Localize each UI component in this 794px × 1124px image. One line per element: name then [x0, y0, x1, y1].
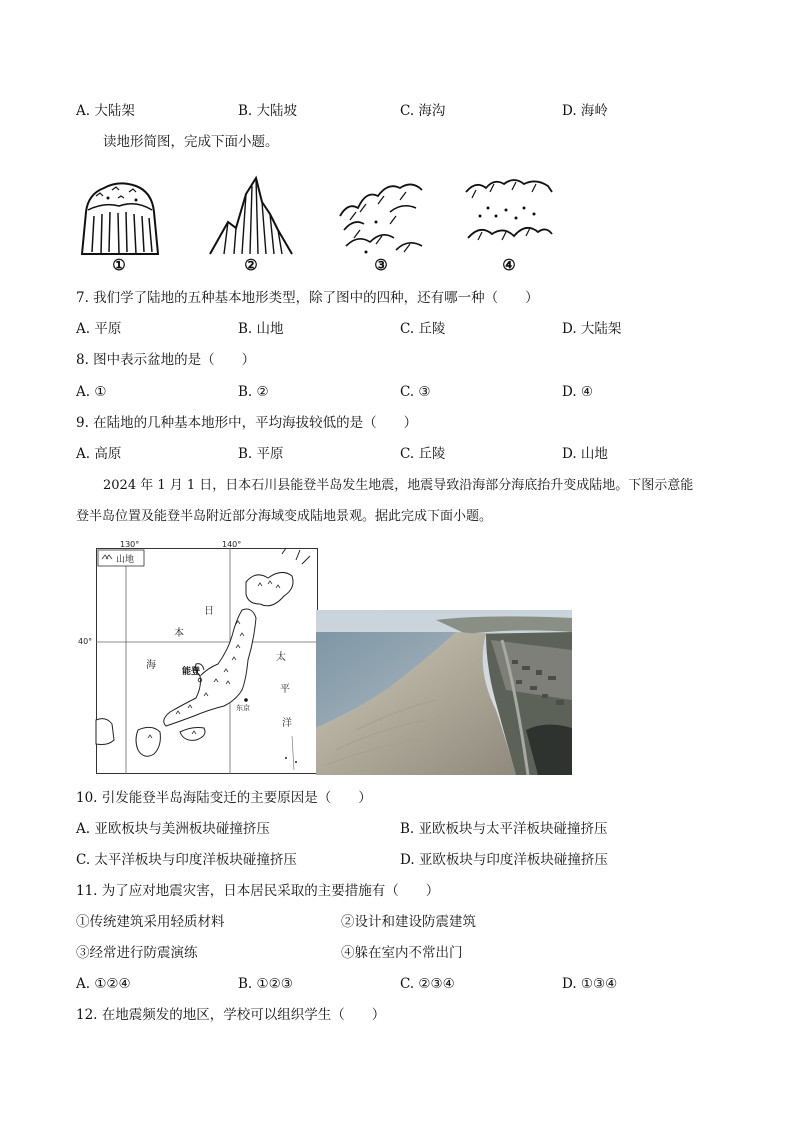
tokyo-label: 东京 — [236, 704, 250, 712]
q7-stem: 7. 我们学了陆地的五种基本地形类型，除了图中的四种，还有哪一种（ ） — [76, 290, 539, 306]
japan-map — [78, 540, 318, 774]
q7-option-c: C. 丘陵 — [400, 321, 446, 337]
q9-option-c: C. 丘陵 — [400, 446, 446, 462]
terrain-label-2: ② — [244, 256, 258, 274]
q11-option-c: C. ②③④ — [400, 976, 455, 992]
q9-option-a: A. 高原 — [76, 446, 122, 462]
noto-label: 能登 — [182, 667, 201, 677]
pacific-char-1: 太 — [276, 652, 286, 663]
coastal-uplift-photo — [316, 610, 572, 775]
plateau-sketch — [74, 172, 164, 264]
q11-option-d: D. ①③④ — [562, 976, 618, 992]
q10-stem: 10. 引发能登半岛海陆变迁的主要原因是（ ） — [76, 790, 372, 806]
lon-130-label: 130° — [120, 540, 140, 549]
terrain-intro: 读地形简图，完成下面小题。 — [103, 134, 279, 150]
pacific-char-2: 平 — [280, 684, 290, 695]
q11-items-row2 — [76, 944, 726, 962]
q8-option-a: A. ① — [76, 384, 107, 400]
terrain-label-3: ③ — [374, 256, 388, 274]
q11-item-3: ③经常进行防震演练 — [76, 945, 198, 961]
lat-40-label: 40° — [78, 637, 93, 646]
q6-option-b: B. 大陆坡 — [238, 103, 298, 119]
q11-options — [76, 975, 726, 993]
q6-options — [76, 102, 726, 120]
q10-option-b: B. 亚欧板块与太平洋板块碰撞挤压 — [400, 821, 608, 837]
q6-option-c: C. 海沟 — [400, 103, 446, 119]
quake-intro-line1: 2024 年 1 月 1 日，日本石川县能登半岛发生地震，地震导致沿海部分海底抬升变成陆地。下图示意能 — [103, 478, 694, 493]
q9-option-d: D. 山地 — [562, 446, 608, 462]
q11-item-2: ②设计和建设防震建筑 — [341, 914, 476, 930]
pacific-char-3: 洋 — [282, 718, 292, 729]
quake-intro-line2: 登半岛位置及能登半岛附近部分海域变成陆地景观。据此完成下面小题。 — [76, 509, 493, 524]
q11-stem: 11. 为了应对地震灾害，日本居民采取的主要措施有（ ） — [76, 883, 440, 899]
q8-option-b: B. ② — [238, 384, 269, 400]
q8-option-d: D. ④ — [562, 384, 594, 400]
q6-option-a: A. 大陆架 — [76, 103, 135, 119]
mountain-sketch — [206, 172, 296, 264]
q7-option-b: B. 山地 — [238, 321, 284, 337]
sea-japan-char-1: 日 — [204, 606, 214, 617]
q8-options — [76, 383, 726, 401]
q11-items-row1 — [76, 913, 726, 931]
sea-japan-char-2: 本 — [174, 628, 184, 639]
hills-sketch — [336, 172, 426, 264]
q7-options — [76, 320, 726, 338]
q8-option-c: C. ③ — [400, 384, 431, 400]
q11-option-b: B. ①②③ — [238, 976, 293, 992]
q12-stem: 12. 在地震频发的地区，学校可以组织学生（ ） — [76, 1007, 386, 1023]
q9-stem: 9. 在陆地的几种基本地形中，平均海拔较低的是（ ） — [76, 415, 418, 431]
q10-options-row1 — [76, 820, 726, 838]
lon-140-label: 140° — [222, 540, 242, 549]
q10-option-d: D. 亚欧板块与印度洋板块碰撞挤压 — [400, 852, 608, 868]
tokyo-marker — [244, 698, 248, 702]
q11-item-4: ④躲在室内不常出门 — [341, 945, 463, 961]
q10-option-a: A. 亚欧板块与美洲板块碰撞挤压 — [76, 821, 270, 837]
q10-option-c: C. 太平洋板块与印度洋板块碰撞挤压 — [76, 852, 297, 868]
q7-option-a: A. 平原 — [76, 321, 122, 337]
q7-option-d: D. 大陆架 — [562, 321, 622, 337]
terrain-label-4: ④ — [502, 256, 516, 274]
q6-option-d: D. 海岭 — [562, 103, 608, 119]
terrain-label-1: ① — [112, 256, 126, 274]
sea-japan-char-3: 海 — [146, 660, 156, 671]
q10-options-row2 — [76, 851, 726, 869]
q11-option-a: A. ①②④ — [76, 976, 131, 992]
q11-item-1: ①传统建筑采用轻质材料 — [76, 914, 225, 930]
q9-option-b: B. 平原 — [238, 446, 284, 462]
legend-label: 山地 — [116, 555, 135, 565]
q8-stem: 8. 图中表示盆地的是（ ） — [76, 352, 256, 368]
q9-options — [76, 445, 726, 463]
basin-sketch — [464, 172, 554, 264]
